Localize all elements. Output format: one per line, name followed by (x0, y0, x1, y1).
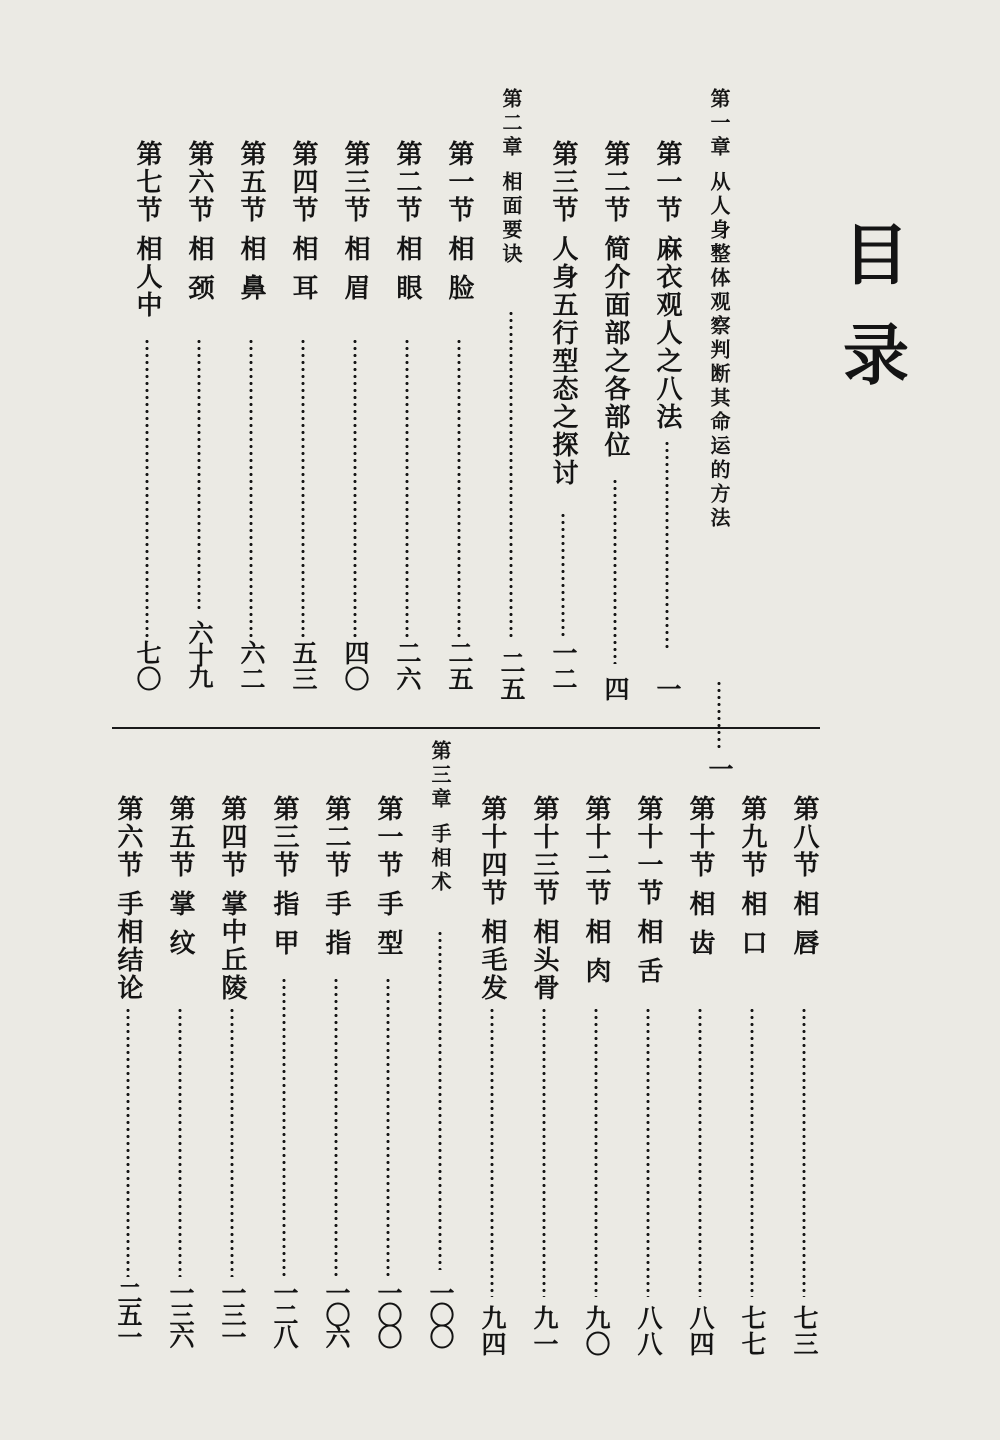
dot-leader (178, 1007, 182, 1277)
entry-label: 第七节 相人中 (132, 140, 162, 320)
page-number: 一三一 (218, 1280, 247, 1346)
entry-label: 第四节 掌中丘陵 (217, 795, 247, 1003)
page-number: 七三 (790, 1305, 819, 1357)
toc-entry[interactable] (262, 795, 306, 1375)
dot-leader (698, 1007, 702, 1297)
entry-label: 第一节 麻衣观人之八法 (652, 140, 682, 432)
page-title: 目录 (843, 216, 909, 394)
toc-entry[interactable] (437, 140, 481, 713)
entry-label: 第十二节 相 肉 (581, 795, 611, 986)
dot-leader (490, 1007, 494, 1297)
chapter-heading: 第二章 相面要诀 (499, 88, 523, 267)
entry-label: 第二节 相 眼 (392, 140, 422, 303)
toc-entry[interactable] (645, 140, 689, 713)
dot-leader (561, 512, 565, 636)
dot-leader (717, 680, 721, 750)
toc-entry[interactable] (626, 795, 670, 1375)
entry-label: 第五节 掌 纹 (165, 795, 195, 958)
entry-label: 第六节 相 颈 (184, 140, 214, 303)
entry-label: 第二节 手 指 (321, 795, 351, 958)
toc-entry[interactable] (281, 140, 325, 713)
page-number: 九〇 (582, 1305, 611, 1357)
dot-leader (334, 977, 338, 1277)
toc-entry[interactable] (593, 140, 637, 713)
page-number: 一 (705, 756, 734, 782)
toc-entry[interactable] (333, 140, 377, 713)
toc-entry[interactable] (782, 795, 826, 1375)
dot-leader (594, 1007, 598, 1297)
page-number: 二五 (497, 650, 526, 702)
page-number: 四〇 (341, 640, 370, 692)
dot-leader (646, 1007, 650, 1297)
dot-leader (457, 338, 461, 638)
page-number: 一二 (549, 640, 578, 692)
dot-leader (509, 310, 513, 640)
entry-label: 第十四节 相毛发 (477, 795, 507, 1003)
toc-entry[interactable] (177, 140, 221, 713)
entry-label: 第九节 相 口 (737, 795, 767, 958)
page-number: 二五 (445, 640, 474, 692)
page-number: 一二八 (270, 1280, 299, 1346)
page-number: 一〇六 (322, 1280, 351, 1346)
dot-leader (197, 338, 201, 612)
toc-entry[interactable] (418, 740, 462, 1375)
page-number: 七〇 (133, 640, 162, 692)
page-number: 九四 (478, 1305, 507, 1357)
dot-leader (438, 930, 442, 1270)
section-divider (112, 727, 820, 729)
dot-leader (282, 977, 286, 1277)
toc-entry[interactable] (678, 795, 722, 1375)
page-number: 二六 (393, 640, 422, 692)
entry-label: 第四节 相 耳 (288, 140, 318, 303)
page-number: 二五一 (114, 1280, 143, 1346)
entry-label: 第三节 人身五行型态之探讨 (548, 140, 578, 488)
entry-label: 第三节 相 眉 (340, 140, 370, 303)
dot-leader (249, 338, 253, 638)
toc-entry[interactable] (158, 795, 202, 1375)
toc-entry[interactable] (489, 88, 533, 713)
toc-entry[interactable] (125, 140, 169, 713)
entry-label: 第六节 手相结论 (113, 795, 143, 1003)
toc-entry[interactable] (210, 795, 254, 1375)
entry-label: 第八节 相 唇 (789, 795, 819, 958)
dot-leader (802, 1007, 806, 1297)
toc-entry[interactable] (574, 795, 618, 1375)
toc-entry[interactable] (314, 795, 358, 1375)
entry-label: 第三节 指 甲 (269, 795, 299, 958)
toc-entry[interactable] (522, 795, 566, 1375)
toc-entry[interactable] (541, 140, 585, 713)
entry-label: 第十节 相 齿 (685, 795, 715, 958)
entry-label: 第一节 手 型 (373, 795, 403, 958)
toc-entry[interactable] (385, 140, 429, 713)
page-number: 七七 (738, 1305, 767, 1357)
dot-leader (665, 440, 669, 650)
dot-leader (542, 1007, 546, 1297)
toc-entry[interactable] (697, 88, 741, 782)
entry-label: 第十三节 相头骨 (529, 795, 559, 1003)
dot-leader (750, 1007, 754, 1297)
page-number: 八四 (686, 1305, 715, 1357)
dot-leader (145, 338, 149, 638)
page-number: 八八 (634, 1305, 663, 1357)
toc-entry[interactable] (106, 795, 150, 1375)
dot-leader (230, 1007, 234, 1277)
toc-entry[interactable] (366, 795, 410, 1375)
page-number: 四 (601, 676, 630, 702)
toc-entry[interactable] (730, 795, 774, 1375)
entry-label: 第一节 相 脸 (444, 140, 474, 303)
dot-leader (353, 338, 357, 638)
chapter-heading: 第一章 从人身整体观察判断其命运的方法 (707, 88, 731, 531)
dot-leader (613, 478, 617, 664)
entry-label: 第二节 简介面部之各部位 (600, 140, 630, 460)
dot-leader (301, 338, 305, 638)
dot-leader (405, 338, 409, 638)
chapter-heading: 第三章 手相术 (428, 740, 452, 895)
entry-label: 第五节 相 鼻 (236, 140, 266, 303)
dot-leader (386, 977, 390, 1277)
entry-label: 第十一节 相 舌 (633, 795, 663, 986)
dot-leader (126, 1007, 130, 1277)
toc-entry[interactable] (470, 795, 514, 1375)
page-number: 一〇〇 (374, 1280, 403, 1346)
page-number: 一〇〇 (426, 1280, 455, 1346)
page-number: 一 (653, 676, 682, 702)
page-number: 六十九 (185, 620, 214, 686)
toc-entry[interactable] (229, 140, 273, 713)
page-number: 九一 (530, 1305, 559, 1357)
page-number: 五三 (289, 640, 318, 692)
page-number: 六二 (237, 640, 266, 692)
page-number: 一三六 (166, 1280, 195, 1346)
